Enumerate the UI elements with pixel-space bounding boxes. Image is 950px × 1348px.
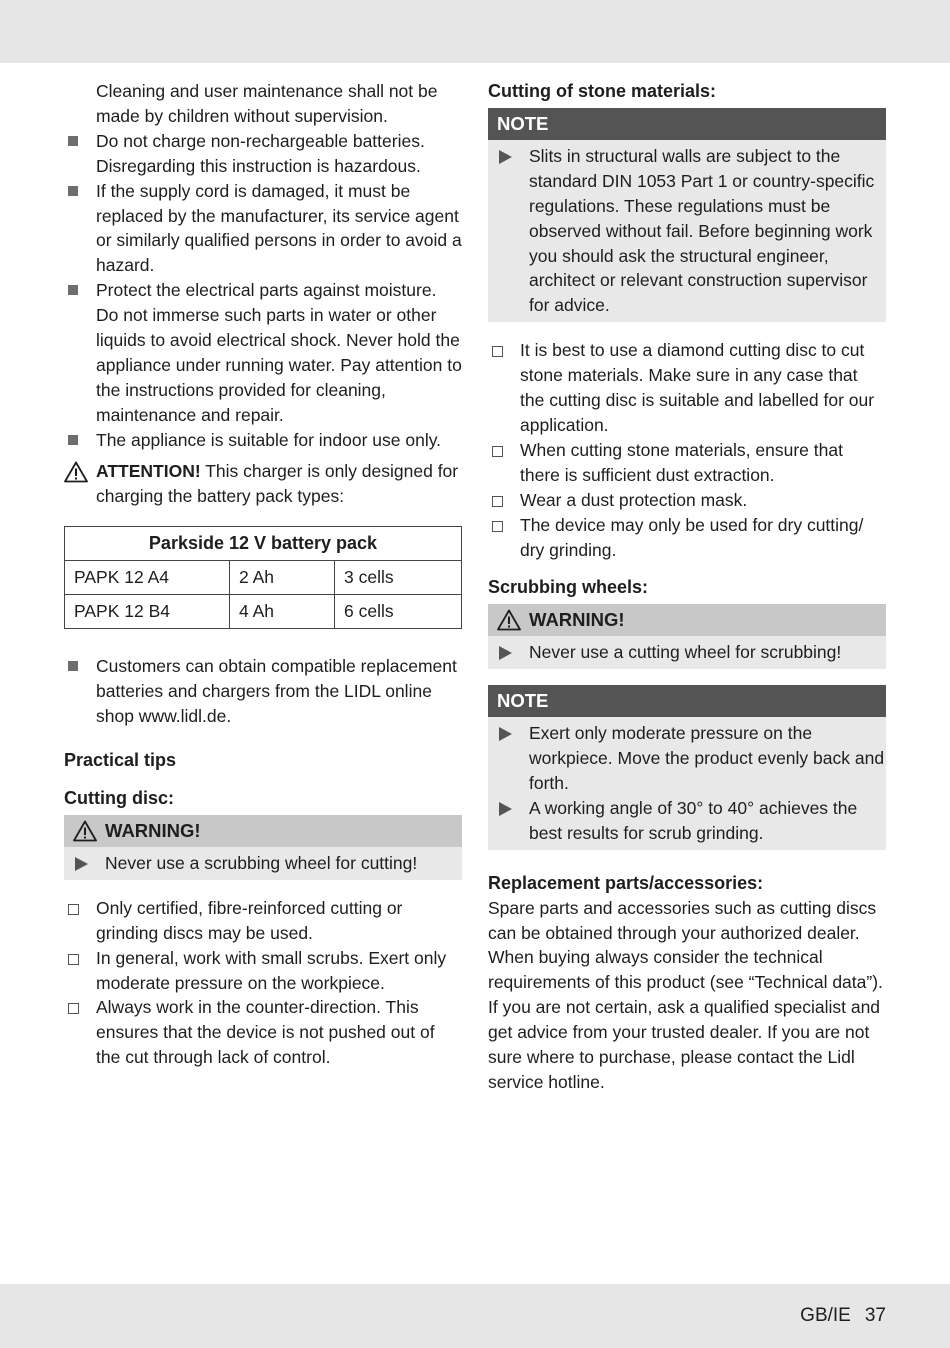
note-text: A working angle of 30° to 40° achieves the best results for scrub grinding. bbox=[529, 797, 858, 843]
checkbox-bullet-icon bbox=[492, 346, 503, 357]
triangle-bullet-icon bbox=[499, 727, 512, 741]
list-item bbox=[64, 995, 462, 1070]
practical-tips-heading: Practical tips bbox=[64, 750, 177, 771]
stone-materials-heading: Cutting of stone materials: bbox=[488, 81, 717, 101]
list-item bbox=[64, 179, 462, 279]
list-item bbox=[64, 946, 462, 996]
list-item bbox=[488, 640, 886, 665]
checkbox-bullet-icon bbox=[492, 496, 503, 507]
list-item-text: The device may only be used for dry cutting/ dry grinding. bbox=[520, 514, 864, 560]
table-cell: 6 cells bbox=[335, 595, 462, 629]
list-item-text: The appliance is suitable for indoor use only. bbox=[96, 429, 442, 450]
scrubbing-warning-box bbox=[488, 604, 886, 669]
note-box-header: NOTE bbox=[488, 685, 886, 717]
list-item bbox=[488, 488, 886, 513]
list-item-text: In general, work with small scrubs. Exert only moderate pressure on the workpiece. bbox=[96, 947, 447, 993]
note-box-header: NOTE bbox=[488, 108, 886, 140]
list-item bbox=[488, 338, 886, 438]
list-item-text: Customers can obtain compatible replacement batteries and chargers from the LIDL online shop www.lidl.de. bbox=[96, 656, 457, 727]
square-bullet-icon bbox=[68, 285, 78, 295]
scrubbing-note-box bbox=[488, 685, 886, 850]
warning-triangle-icon bbox=[73, 820, 97, 842]
intro-bullet-list bbox=[64, 79, 462, 453]
triangle-bullet-icon bbox=[75, 857, 88, 871]
list-item-text: It is best to use a diamond cutting disc to cut stone materials. Make sure in any case that the cutting disc is suitable and labelled for our application. bbox=[520, 340, 875, 435]
square-bullet-icon bbox=[68, 186, 78, 196]
list-item bbox=[64, 896, 462, 946]
cutting-warning-box bbox=[64, 815, 462, 880]
list-item-text: Wear a dust protection mask. bbox=[520, 489, 748, 510]
list-item bbox=[488, 144, 886, 318]
triangle-bullet-icon bbox=[499, 802, 512, 816]
list-item-text: When cutting stone materials, ensure that there is sufficient dust extraction. bbox=[520, 439, 843, 485]
table-cell: 4 Ah bbox=[230, 595, 335, 629]
table-cell: 2 Ah bbox=[230, 561, 335, 595]
checkbox-bullet-icon bbox=[68, 904, 79, 915]
square-bullet-icon bbox=[68, 661, 78, 671]
checkbox-bullet-icon bbox=[492, 446, 503, 457]
list-item bbox=[64, 129, 462, 179]
header-band bbox=[0, 0, 950, 63]
checkbox-bullet-icon bbox=[68, 954, 79, 965]
scrubbing-wheels-heading: Scrubbing wheels: bbox=[488, 577, 649, 598]
list-item bbox=[64, 428, 462, 453]
list-item bbox=[64, 278, 462, 427]
list-item-text: Do not charge non-rechargeable batteries. Disregarding this instruction is hazardous. bbox=[96, 130, 425, 176]
warning-box-header bbox=[64, 815, 462, 847]
replacement-parts-text: Spare parts and accessories such as cutting discs can be obtained through your authorized dealer. When buying always consider the technical requirements of this product (see “Technical data”). If you are not certain, ask a qualified specialist and get advice from your trusted dealer. If you are not sure where to purchase, please contact the Lidl service hotline. bbox=[488, 897, 883, 1092]
warning-text: Never use a scrubbing wheel for cutting! bbox=[105, 852, 418, 873]
battery-pack-table bbox=[64, 526, 462, 629]
checkbox-bullet-icon bbox=[492, 521, 503, 532]
stone-note-box bbox=[488, 108, 886, 322]
square-bullet-icon bbox=[68, 136, 78, 146]
table-row bbox=[65, 561, 462, 595]
list-item bbox=[488, 721, 886, 796]
table-row bbox=[65, 595, 462, 629]
note-text: Slits in structural walls are subject to the standard DIN 1053 Part 1 or country-specific regulations. These regulations must be observed without fail. Before beginning work you should ask the structural engineer, architect or relevant construction supervisor for advice. bbox=[529, 145, 875, 316]
warning-triangle-icon bbox=[497, 609, 521, 631]
list-item bbox=[488, 513, 886, 563]
note-box-body bbox=[488, 717, 886, 850]
footer-region: GB/IE bbox=[800, 1305, 851, 1326]
table-header-row bbox=[65, 527, 462, 561]
list-item-text: Protect the electrical parts against moisture. Do not immerse such parts in water or other liquids to avoid electrical shock. Never hold the appliance under running water. Pay attention to the instructions provided for cleaning, maintenance and repair. bbox=[96, 280, 462, 425]
attention-text: This charger is only designed for charging the battery pack types: bbox=[96, 460, 459, 506]
list-item-text: Cleaning and user maintenance shall not be made by children without supervision. bbox=[96, 81, 438, 126]
triangle-bullet-icon bbox=[499, 646, 512, 660]
list-item-text: Only certified, fibre-reinforced cutting or grinding discs may be used. bbox=[96, 897, 403, 943]
customers-bullet-list bbox=[64, 654, 462, 729]
cutting-bullet-list bbox=[64, 896, 462, 1070]
stone-bullet-list bbox=[488, 338, 886, 562]
page-footer bbox=[800, 1304, 886, 1329]
list-item bbox=[64, 79, 462, 129]
table-cell: 3 cells bbox=[335, 561, 462, 595]
list-item bbox=[64, 654, 462, 729]
cutting-disc-heading: Cutting disc: bbox=[64, 788, 174, 809]
page-number: 37 bbox=[864, 1305, 886, 1326]
attention-notice bbox=[64, 459, 462, 509]
note-text: Exert only moderate pressure on the workpiece. Move the product evenly back and forth. bbox=[529, 723, 885, 794]
checkbox-bullet-icon bbox=[68, 1003, 79, 1014]
warning-triangle-icon bbox=[64, 461, 88, 483]
warning-label: WARNING! bbox=[105, 819, 201, 841]
warning-text: Never use a cutting wheel for scrubbing! bbox=[529, 642, 842, 663]
replacement-parts-heading: Replacement parts/accessories: bbox=[488, 872, 764, 893]
list-item bbox=[64, 851, 462, 876]
triangle-bullet-icon bbox=[499, 150, 512, 164]
list-item-text: If the supply cord is damaged, it must be replaced by the manufacturer, its service agent or similarly qualified persons in order to avoid a hazard. bbox=[96, 180, 462, 276]
warning-box-body bbox=[64, 847, 462, 880]
table-cell: PAPK 12 A4 bbox=[65, 561, 230, 595]
warning-box-header bbox=[488, 604, 886, 636]
note-box-body bbox=[488, 140, 886, 322]
attention-label: ATTENTION! bbox=[96, 460, 201, 481]
table-cell: PAPK 12 B4 bbox=[65, 595, 230, 629]
list-item bbox=[488, 796, 886, 846]
list-item-text: Always work in the counter-direction. This ensures that the device is not pushed out of the cut through lack of control. bbox=[96, 997, 435, 1068]
warning-box-body bbox=[488, 636, 886, 669]
warning-label: WARNING! bbox=[529, 609, 625, 631]
right-column bbox=[488, 79, 886, 1095]
table-header: Parkside 12 V battery pack bbox=[65, 527, 462, 561]
square-bullet-icon bbox=[68, 435, 78, 445]
left-column bbox=[64, 79, 462, 1070]
list-item bbox=[488, 438, 886, 488]
